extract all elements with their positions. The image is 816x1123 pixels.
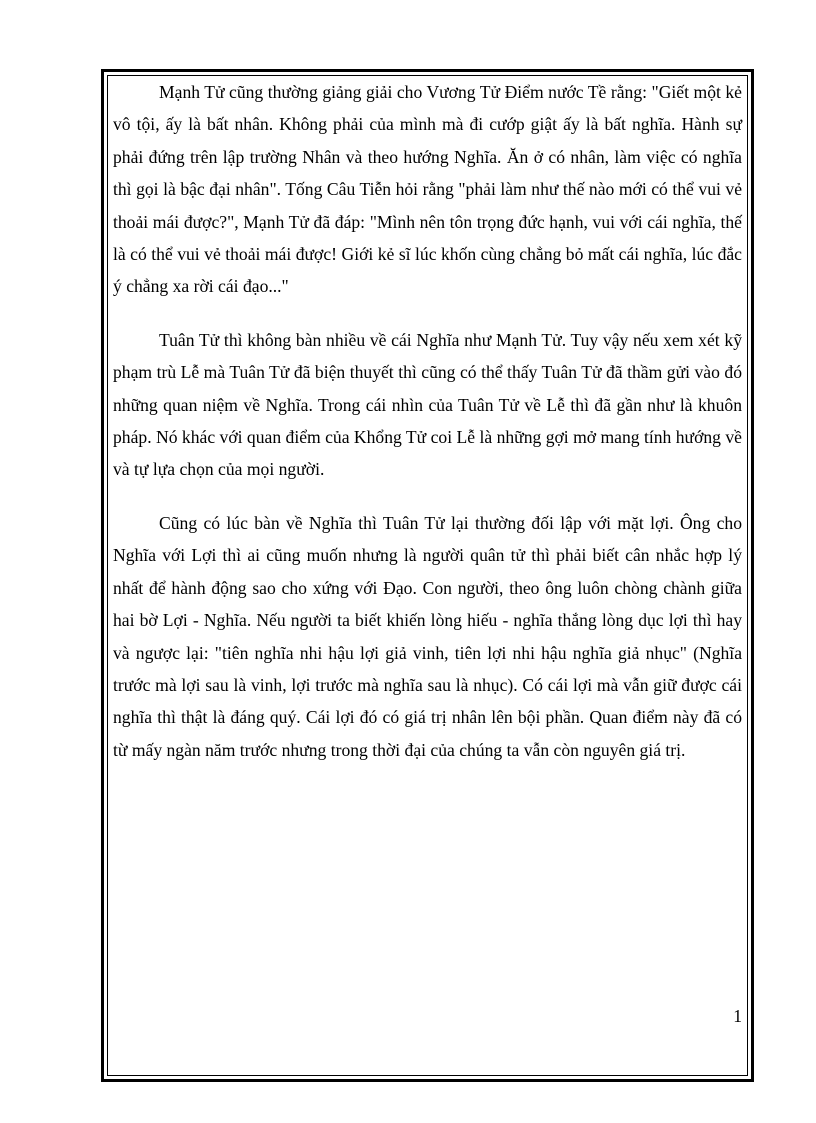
paragraph-1: Mạnh Tử cũng thường giảng giải cho Vương Tử Điểm nước Tề rằng: "Giết một kẻ vô tội, ấy là bất nhân. Không phải của mình mà đi cướp giật ấy là bất nghĩa. Hành sự phải đứng trên lập trường Nhân và theo hướng Nghĩa. Ăn ở có nhân, làm việc có nghĩa thì gọi là bậc đại nhân". Tống Câu Tiễn hỏi rằng "phải làm như thế nào mới có thể vui vẻ thoải mái được?", Mạnh Tử đã đáp: "Mình nên tôn trọng đức hạnh, vui với cái nghĩa, thế là có thể vui vẻ thoải mái được! Giới kẻ sĩ lúc khốn cùng chẳng bỏ mất cái nghĩa, lúc đắc ý chẳng xa rời cái đạo..." bbox=[113, 82, 742, 297]
document-body bbox=[113, 76, 742, 766]
paragraph-3: Cũng có lúc bàn về Nghĩa thì Tuân Tử lại thường đối lập với mặt lợi. Ông cho Nghĩa với Lợi thì ai cũng muốn nhưng là người quân tử thì phải biết cân nhắc hợp lý nhất để hành động sao cho xứng với Đạo. Con người, theo ông luôn chòng chành giữa hai bờ Lợi - Nghĩa. Nếu người ta biết khiến lòng hiếu - nghĩa thắng lòng dục lợi thì hay và ngược lại: "tiên nghĩa nhi hậu lợi giả vinh, tiên lợi nhi hậu nghĩa giả nhục" (Nghĩa trước mà lợi sau là vinh, lợi trước mà nghĩa sau là nhục). Có cái lợi mà vẫn giữ được cái nghĩa thì thật là đáng quý. Cái lợi đó có giá trị nhân lên bội phần. Quan điểm này đã có từ mấy ngàn năm trước nhưng trong thời đại của chúng ta vẫn còn nguyên giá trị. bbox=[113, 512, 742, 760]
paragraph-2: Tuân Tử thì không bàn nhiều về cái Nghĩa như Mạnh Tử. Tuy vậy nếu xem xét kỹ phạm trù Lễ mà Tuân Tử đã biện thuyết thì cũng có thể thấy Tuân Tử đã thầm gửi vào đó những quan niệm về Nghĩa. Trong cái nhìn của Tuân Tử về Lễ thì đã gần như là khuôn pháp. Nó khác với quan điểm của Khổng Tử coi Lễ là những gợi mở mang tính hướng về và tự lựa chọn của mọi người. bbox=[113, 329, 742, 480]
page-number: 1 bbox=[733, 1006, 742, 1026]
